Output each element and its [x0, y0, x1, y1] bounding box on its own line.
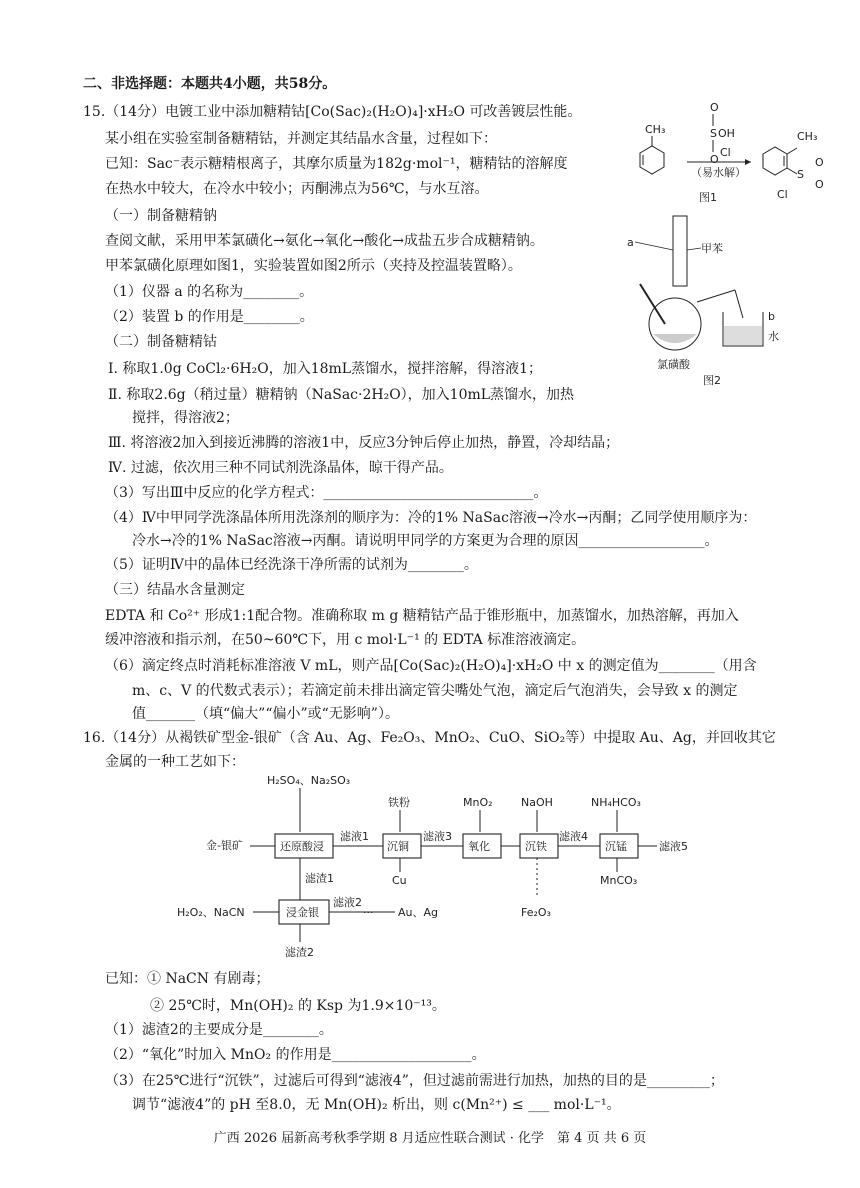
chlorosulfonic-acid	[710, 101, 735, 166]
reaction-arrowhead	[745, 159, 751, 165]
toluene-label: 甲苯	[701, 242, 723, 255]
svg-text:O: O	[815, 178, 824, 191]
q16-sub2: （2）“氧化”时加入 MnO₂ 的作用是____________________。	[105, 1047, 486, 1063]
filtrate1: 滤液1	[340, 830, 369, 843]
svg-text:O: O	[710, 101, 719, 114]
mnco3-label: MnCO₃	[600, 874, 638, 887]
toluene-structure	[640, 123, 665, 174]
filtrate3: 滤液3	[423, 830, 452, 843]
q16-sub3: （3）在25℃进行“沉铁”，过滤后可得到“滤液4”，但过滤前需进行加热，加热的目的是_________；	[105, 1073, 724, 1089]
ch3-label: CH₃	[645, 123, 666, 136]
q15-sub6-cont: m、c、V 的代数式表示）；若滴定前未排出滴定管尖嘴处气泡，滴定后气泡消失，会导致 x 的测定	[132, 683, 738, 699]
residue2: 滤渣2	[285, 946, 314, 959]
figure-1-caption: 图1	[699, 191, 717, 204]
beaker-b-label: b	[768, 310, 775, 323]
filtrate4: 滤液4	[559, 830, 588, 843]
figure-2-caption: 图2	[703, 374, 721, 387]
iron-powder: 铁粉	[388, 796, 410, 809]
svg-text:浸金银: 浸金银	[286, 906, 319, 919]
svg-text:Cl: Cl	[720, 146, 731, 159]
product-structure	[763, 130, 824, 201]
q15-subsection: （一）制备糖精钠	[105, 208, 217, 224]
q15-text: 已知：Sac⁻表示糖精根离子，其摩尔质量为182g·mol⁻¹，糖精钴的溶解度	[105, 156, 568, 172]
q15-text: EDTA 和 Co²⁺ 形成1:1配合物。准确称取 m g 糖精钴产品于锥形瓶中，加蒸馏水，加热溶解，再加入	[105, 608, 739, 624]
reagent-left: H₂O₂、NaCN	[177, 906, 245, 919]
filtrate5: 滤液5	[659, 840, 688, 853]
q15-step: 搅拌，得溶液2；	[132, 410, 239, 426]
nh4hco3-reagent: NH₄HCO₃	[591, 796, 641, 809]
water-label: 水	[768, 330, 779, 343]
cu-label: Cu	[392, 874, 407, 887]
q15-text: 某小组在实验室制备糖精钴，并测定其结晶水含量，过程如下：	[105, 131, 497, 147]
svg-text:CH₃: CH₃	[797, 130, 818, 143]
svg-text:···: ···	[363, 906, 374, 919]
mno2-reagent: MnO₂	[463, 796, 493, 809]
svg-text:OH: OH	[718, 127, 735, 140]
q16-known: ② 25℃时，Mn(OH)₂ 的 Ksp 为1.9×10⁻¹³。	[150, 998, 446, 1014]
svg-text:O: O	[815, 156, 824, 169]
q16-stem: 16.（14分）从褐铁矿型金-银矿（含 Au、Ag、Fe₂O₃、MnO₂、CuO、SiO₂等）中提取 Au、Ag，并回收其它	[83, 730, 776, 746]
q15-text: 甲苯氯磺化原理如图1，实验装置如图2所示（夹持及控温装置略）。	[105, 258, 522, 274]
process-flowchart	[177, 770, 735, 966]
q16-known: 已知：① NaCN 有剧毒；	[105, 971, 270, 987]
svg-text:氧化: 氧化	[468, 840, 490, 853]
q15-step: Ⅳ. 过滤，依次用三种不同试剂洗涤晶体，晾干得产品。	[108, 460, 453, 476]
q15-text: 在热水中较大，在冷水中较小；丙酮沸点为56℃，与水互溶。	[105, 181, 489, 197]
fe2o3-label: Fe₂O₃	[521, 906, 551, 919]
q15-subsection: （三）结晶水含量测定	[105, 582, 245, 598]
svg-text:还原酸浸: 还原酸浸	[280, 840, 324, 853]
q15-sub4: （4）Ⅳ中甲同学洗涤晶体所用洗涤剂的顺序为：冷的1% NaSac溶液→冷水→丙酮；乙同学使用顺序为：	[105, 510, 757, 526]
q15-sub5: （5）证明Ⅳ中的晶体已经洗涤干净所需的试剂为________。	[105, 557, 478, 573]
section-header: 二、非选择题：本题共4小题，共58分。	[83, 76, 337, 92]
svg-text:S: S	[797, 168, 804, 181]
reagent-top: H₂SO₄、Na₂SO₃	[267, 774, 351, 787]
q15-step: Ⅲ. 将溶液2加入到接近沸腾的溶液1中，反应3分钟后停止加热，静置，冷却结晶；	[108, 435, 620, 451]
q15-step: Ⅱ. 称取2.6g（稍过量）糖精钠（NaSac·2H₂O），加入10mL蒸馏水，加热	[108, 387, 575, 403]
q15-stem: 15.（14分）电镀工业中添加糖精钴[Co(Sac)₂(H₂O)₄]·xH₂O 可改善镀层性能。	[83, 104, 582, 120]
instrument-a-label: a	[627, 236, 634, 249]
q15-sub4-cont: 冷水→冷的1% NaSac溶液→丙酮。请说明甲同学的方案更为合理的原因__________________。	[132, 533, 719, 549]
q16-sub3-cont: 调节“滤液4”的 pH 至8.0，无 Mn(OH)₂ 析出，则 c(Mn²⁺) ≤ ___ mol·L⁻¹。	[132, 1097, 621, 1113]
svg-text:沉铁: 沉铁	[525, 840, 547, 853]
reaction-condition: （易水解）	[691, 166, 746, 179]
q15-text: 查阅文献，采用甲苯氯磺化→氨化→氧化→酸化→成盐五步合成糖精钠。	[105, 233, 544, 249]
figure-1-reaction	[615, 98, 845, 210]
dropping-funnel	[673, 216, 687, 286]
q15-sub3: （3）写出Ⅲ中反应的化学方程式：______________________________。	[105, 485, 548, 501]
q15-sub1: （1）仪器 a 的名称为________。	[105, 284, 314, 300]
q15-sub6-cont: 值_______（填“偏大”“偏小”或“无影响”）。	[132, 706, 399, 722]
au-ag-label: Au、Ag	[398, 906, 439, 919]
q15-sub6: （6）滴定终点时消耗标准溶液 V mL，则产品[Co(Sac)₂(H₂O)₄]·xH₂O 中 x 的测定值为________（用含	[105, 658, 757, 674]
svg-text:沉锰: 沉锰	[605, 840, 627, 853]
q16-sub1: （1）滤渣2的主要成分是________。	[105, 1022, 333, 1038]
thermometer	[640, 284, 665, 324]
q15-subsection: （二）制备糖精钴	[105, 334, 217, 350]
q15-text: 缓冲溶液和指示剂，在50~60℃下，用 c mol·L⁻¹ 的 EDTA 标准溶液滴定。	[105, 632, 586, 648]
q15-sub2: （2）装置 b 的作用是________。	[105, 309, 314, 325]
residue1: 滤渣1	[305, 872, 334, 885]
q16-stem-cont: 金属的一种工艺如下：	[105, 754, 245, 770]
acid-label: 氯磺酸	[657, 358, 690, 371]
q15-step: Ⅰ. 称取1.0g CoCl₂·6H₂O，加入18mL蒸馏水，搅拌溶解，得溶液1；	[108, 361, 542, 377]
svg-text:沉铜: 沉铜	[387, 840, 409, 853]
svg-text:Cl: Cl	[777, 188, 788, 201]
ore-label: 金-银矿	[206, 839, 243, 852]
filtrate2: 滤液2	[333, 896, 362, 909]
figure-2-apparatus	[625, 212, 800, 390]
svg-text:O: O	[710, 153, 719, 166]
page-footer: 广西 2026 届新高考秋季学期 8 月适应性联合测试 · 化学 第 4 页 共 6 页	[213, 1131, 647, 1146]
svg-text:S: S	[710, 127, 717, 140]
naoh-reagent: NaOH	[521, 796, 553, 809]
